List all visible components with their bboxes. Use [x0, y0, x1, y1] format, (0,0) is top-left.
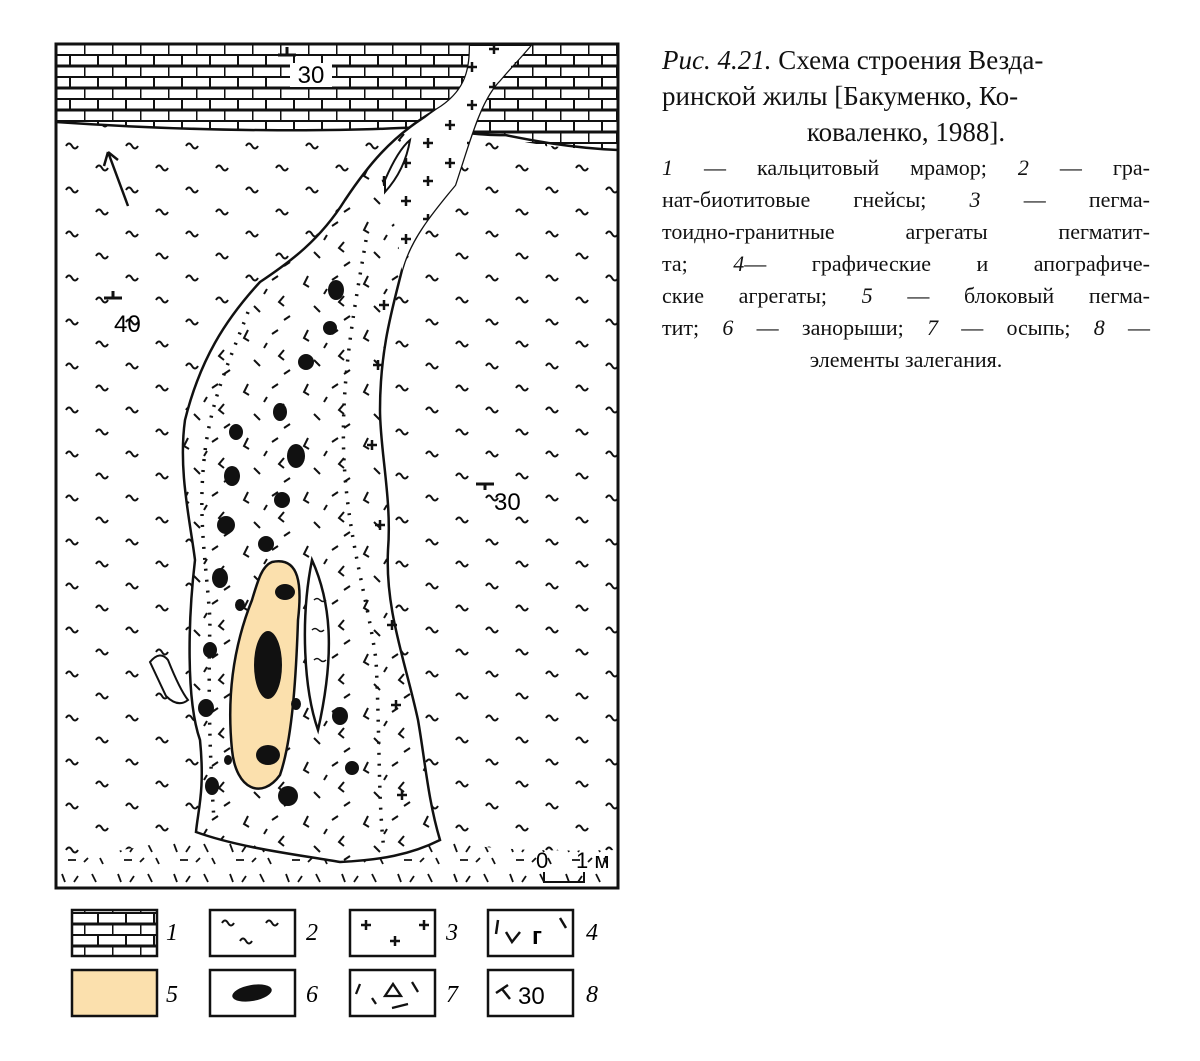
dip-label-right: 30	[494, 489, 521, 516]
legend-line-6-num: 6	[722, 315, 734, 340]
legend-line-3: тоидно-гранитные агрегаты пегматит-	[662, 219, 1150, 244]
caption-line-1	[662, 42, 1150, 78]
caption-title-2: ринской жилы [Бакуменко, Ко-	[662, 81, 1019, 111]
figure-caption	[662, 42, 1150, 150]
legend-num-2: 2	[306, 920, 318, 946]
legend-line-5-num: 5	[861, 283, 873, 308]
legend-line-6-text4: —	[1104, 315, 1151, 340]
legend-num-8: 8	[586, 982, 598, 1008]
legend-line-7: элементы залегания.	[809, 347, 1003, 372]
dip-label-left: 40	[114, 311, 141, 338]
legend-dip-value: 30	[518, 983, 545, 1010]
legend-line-4-num: 4	[733, 251, 745, 276]
legend-line-4	[662, 248, 1150, 280]
legend-line-4-text: та;	[662, 251, 734, 276]
figure-number: Рис. 4.21.	[662, 45, 772, 75]
legend-swatch-scree	[350, 970, 435, 1016]
legend-line-1-text: — кальцитовый мрамор;	[673, 155, 1018, 180]
legend-line-2-text2: — пегма-	[980, 187, 1150, 212]
caption-title-3: коваленко, 1988].	[806, 117, 1006, 147]
legend	[72, 910, 598, 1016]
legend-num-4: 4	[586, 920, 598, 946]
scale-one: 1 м	[576, 848, 610, 873]
legend-num-1: 1	[166, 920, 178, 946]
scale-zero: 0	[536, 848, 549, 873]
caption-title-1: Схема строения Везда-	[778, 45, 1044, 75]
legend-swatch-marble	[72, 910, 157, 956]
legend-graphic-symbol: г	[532, 923, 542, 950]
legend-line-1	[662, 152, 1150, 184]
legend-line-6-num4: 8	[1093, 315, 1105, 340]
legend-num-5: 5	[166, 982, 178, 1008]
legend-description	[662, 152, 1150, 376]
legend-line-5-text2: — блоковый пегма-	[872, 283, 1150, 308]
legend-swatch-gneiss	[210, 910, 295, 956]
legend-swatch-granitic	[350, 910, 435, 956]
legend-line-6-text2: — занорыши;	[733, 315, 927, 340]
legend-line-1-num: 1	[662, 155, 673, 180]
legend-swatch-graphic	[488, 910, 573, 956]
legend-line-5-text: ские агрегаты;	[662, 283, 862, 308]
legend-line-2-num: 3	[969, 187, 981, 212]
legend-num-6: 6	[306, 982, 318, 1008]
legend-line-5	[662, 280, 1150, 312]
legend-line-4-text2: — графические и апографиче-	[744, 251, 1150, 276]
legend-line-6	[662, 312, 1150, 344]
legend-line-2-text: нат-биотитовые гнейсы;	[662, 187, 970, 212]
dip-label-top: 30	[297, 62, 325, 89]
legend-line-1-num2: 2	[1017, 155, 1029, 180]
legend-line-1-text2: — гра-	[1028, 155, 1150, 180]
legend-num-3: 3	[446, 920, 458, 946]
legend-num-7: 7	[446, 982, 458, 1008]
legend-line-6-text: тит;	[662, 315, 723, 340]
legend-swatch-block-pegmatite	[72, 970, 157, 1016]
legend-line-2	[662, 184, 1150, 216]
legend-line-6-num3: 7	[926, 315, 938, 340]
legend-line-6-text3: — осыпь;	[937, 315, 1094, 340]
